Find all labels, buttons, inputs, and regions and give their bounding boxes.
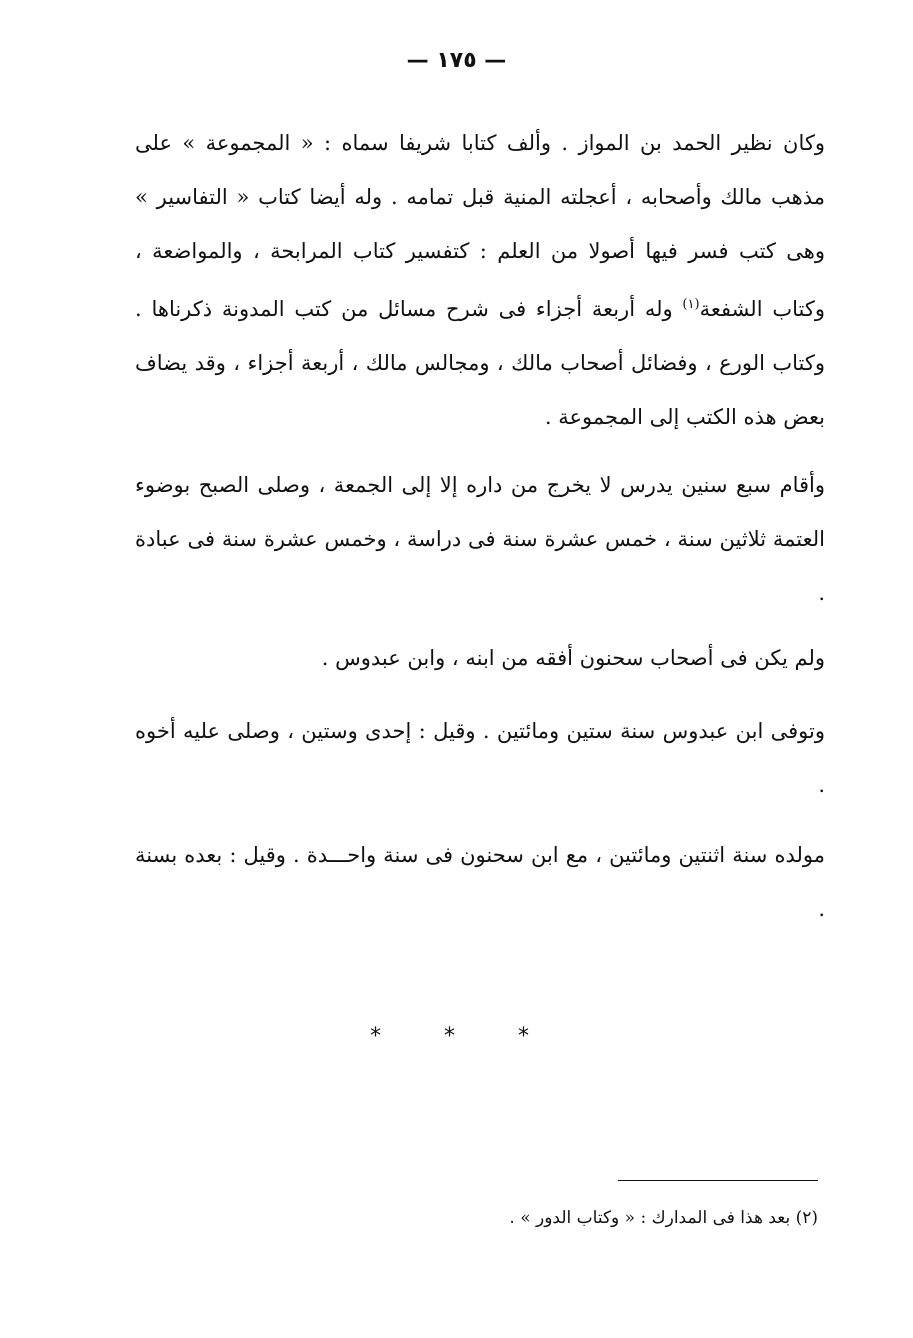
paragraph-2: وأقام سبع سنين يدرس لا يخرج من داره إلا إلى الجمعة ، وصلى الصبح بوضوء العتمة ثلاثين سنة ، خمس عشرة سنة فى دراسة ، وخمس عشرة سنة فى عبادة . — [135, 473, 825, 605]
paragraph-5: مولده سنة اثنتين ومائتين ، مع ابن سحنون فى سنة واحـــدة . وقيل : بعده بسنة . — [135, 843, 825, 921]
paragraph-1 — [135, 116, 825, 444]
paragraph-3: ولم يكن فى أصحاب سحنون أفقه من ابنه ، وابن عبدوس . — [321, 646, 825, 670]
section-separator: * * * — [370, 1024, 557, 1049]
paragraph-1-text: وكان نظير الحمد بن المواز . وألف كتابا شريفا سماه : « المجموعة » على مذهب مالك وأصحابه ، أعجلته المنية قبل تمامه . وله أيضا كتاب « التفاسير » وهى كتب فسر فيها أصولا من العلم : كتفسير كتاب المرابحة ، والمواضعة ، وكتاب الشفعة — [135, 131, 825, 321]
footnote-marker: (١) — [682, 297, 700, 312]
paragraph-4: وتوفى ابن عبدوس سنة ستين ومائتين . وقيل : إحدى وستين ، وصلى عليه أخوه . — [135, 719, 825, 797]
paragraph-1-continuation: وله أربعة أجزاء فى شرح مسائل من كتب المدونة ذكرناها . وكتاب الورع ، وفضائل أصحاب مالك ، ومجالس مالك ، أربعة أجزاء ، وقد يضاف بعض هذه الكتب إلى المجموعة . — [135, 297, 825, 429]
footnote: (٢) بعد هذا فى المدارك : « وكتاب الدور » . — [509, 1208, 818, 1228]
page-number: — ١٧٥ — — [406, 48, 507, 73]
footnote-divider — [618, 1180, 818, 1181]
